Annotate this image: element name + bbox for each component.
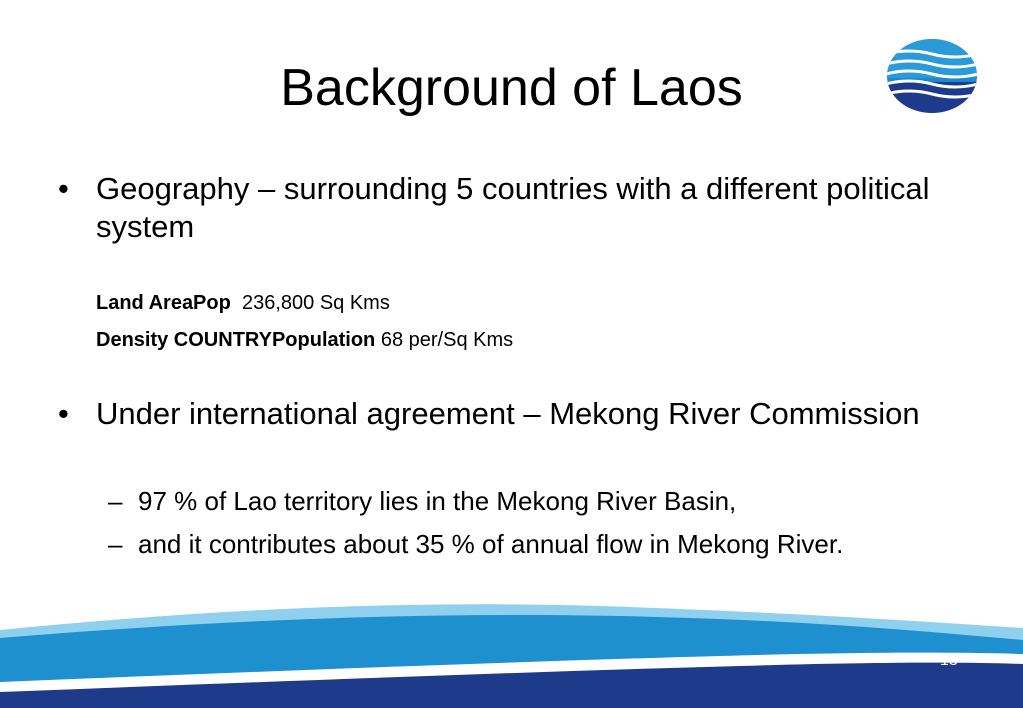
bullet-text: Geography – surrounding 5 countries with a different political system	[96, 171, 930, 244]
bullet-text: Under international agreement – Mekong River Commission	[96, 396, 920, 431]
slide-title: Background of Laos	[280, 59, 743, 117]
subitem-territory	[108, 485, 958, 518]
density-label: Density COUNTRYPopulation	[96, 329, 376, 351]
subitem-flow	[108, 528, 958, 561]
page-number: 13	[940, 652, 958, 669]
bullet-geography	[58, 170, 976, 246]
density-value: 68 per/Sq Kms	[380, 329, 514, 351]
density-line	[96, 327, 513, 353]
subitem-text: 97 % of Lao territory lies in the Mekong River Basin,	[138, 486, 737, 516]
sub-marker: –	[108, 486, 123, 516]
water-waves-logo-icon	[886, 38, 978, 114]
bullet-agreement	[58, 395, 976, 433]
subitem-text: and it contributes about 35 % of annual flow in Mekong River.	[138, 529, 844, 559]
land-area-line	[96, 290, 390, 316]
bullet-marker: •	[58, 396, 69, 431]
sub-marker: –	[108, 529, 123, 559]
land-area-value: 236,800 Sq Kms	[241, 292, 390, 314]
land-area-label: Land AreaPop	[96, 292, 231, 314]
footer-wave-decoration	[0, 600, 1023, 708]
bullet-marker: •	[58, 171, 69, 206]
